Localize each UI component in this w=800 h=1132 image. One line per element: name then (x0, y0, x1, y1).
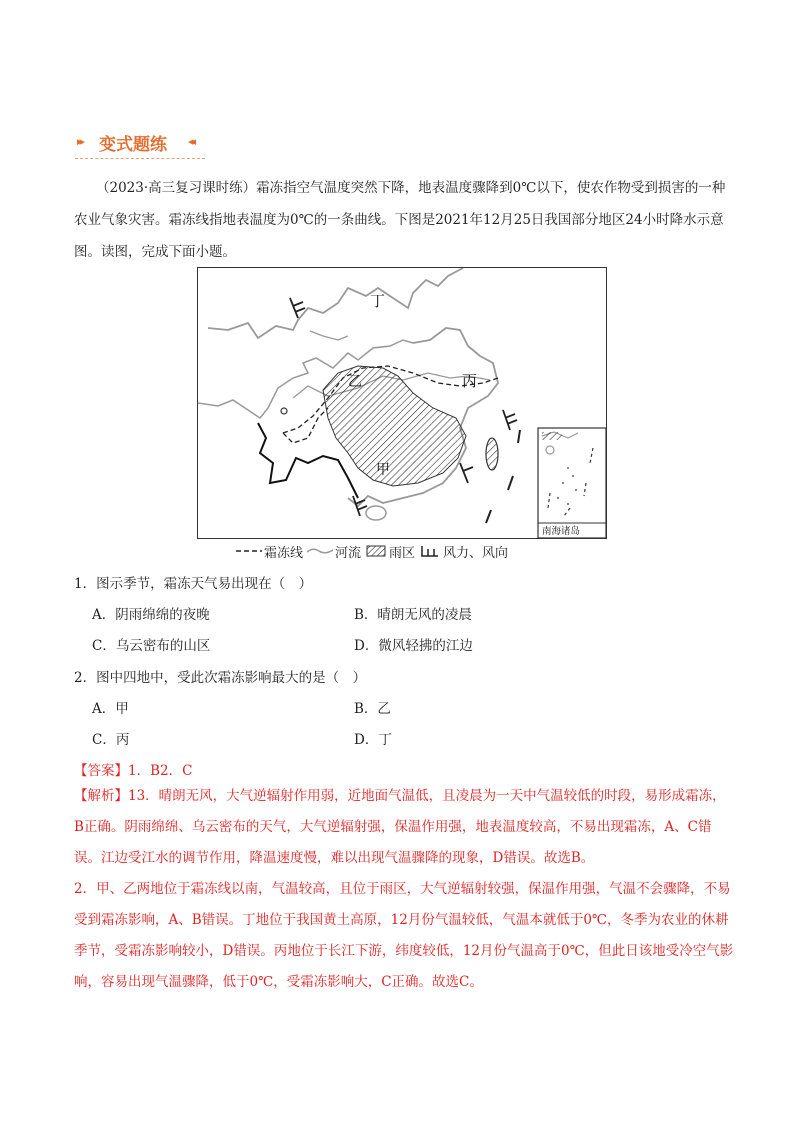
legend-wind (419, 542, 508, 561)
rain-area-icon (365, 545, 387, 557)
legend-frost-line-label: 霜冻线 (264, 545, 304, 561)
label-jia: 甲 (376, 462, 390, 478)
taiwan-island (486, 438, 498, 470)
legend-rain (365, 542, 415, 561)
analysis-part-2: 2．甲、乙两地位于霜冻线以南，气温较高，且位于雨区，大气逆辐射较强，保温作用强，气温不会骤降，不易受到霜冻影响，A、B错误。丁地位于我国黄土高原，12月份气温较低，气温本就低于0℃，冬季为农业的休耕季节，受霜冻影响较小，D错误。丙地位于长江下游，纬度较低，12月份气温高于0℃，但此日该地受冷空气影响，容易出现气温骤降，低于0℃，受霜冻影响大，C正确。故选C。 (74, 881, 734, 990)
legend-river-label: 河流 (335, 545, 362, 561)
river-branch (310, 331, 348, 340)
right-marker-icon: ◂◂ (188, 135, 194, 148)
analysis-tag: 【解析】 (74, 788, 128, 804)
wind-symbol-east-2 (460, 463, 473, 483)
q1-option-c: C．乌云密布的山区 (92, 638, 211, 654)
legend-wind-label: 风力、风向 (443, 545, 509, 561)
inset-label: 南海诸岛 (542, 526, 581, 537)
map-legend (236, 542, 512, 560)
south-china-sea-inset (538, 428, 606, 538)
city-marker (281, 408, 287, 414)
wind-symbol-east-1 (503, 410, 517, 430)
hainan-island (366, 506, 386, 520)
q1-option-b: B．晴朗无风的凌晨 (354, 607, 472, 623)
wind-barb-icon (419, 544, 441, 558)
precipitation-map (197, 267, 607, 539)
question-1-stem: 1．图示季节，霜冻天气易出现在（ ） (74, 576, 313, 592)
analysis-text-1: 13．晴朗无风，大气逆辐射作用弱，近地面气温低，且凌晨为一天中气温较低的时段，易形成霜冻，B正确。阴雨绵绵、乌云密布的天气，大气逆辐射强，保温作用强，地表温度较高，不易出现霜冻，A、C错误。江边受江水的调节作用，降温速度慢，难以出现气温骤降的现象，D错误。故选B。 (74, 788, 726, 866)
legend-river (307, 542, 361, 561)
label-bing: 丙 (462, 372, 478, 390)
q2-option-d: D．丁 (354, 732, 392, 748)
river-icon (307, 546, 333, 556)
intro-paragraph: （2023·高三复习课时练）霜冻指空气温度突然下降，地表温度骤降到0℃以下，使农作物受到损害的一种农业气象灾害。霜冻线指地表温度为0℃的一条曲线。下图是2021年12月25日我国部分地区24小时降水示意图。读图，完成下面小题。 (74, 180, 726, 260)
left-marker-icon: ▸▸ (77, 135, 83, 148)
q2-option-b: B．乙 (354, 701, 391, 717)
answer-line (74, 759, 192, 779)
q2-option-c: C．丙 (92, 732, 130, 748)
rain-area (323, 366, 466, 486)
section-title: 变式题练 (99, 135, 167, 155)
answer-text: 1．B2．C (128, 763, 193, 779)
frost-line-icon (236, 546, 262, 556)
question-2-stem: 2．图中四地中，受此次霜冻影响最大的是（ ） (74, 670, 367, 686)
legend-rain-label: 雨区 (389, 545, 416, 561)
analysis-part-1 (74, 781, 734, 874)
answer-tag: 【答案】 (74, 763, 128, 779)
wind-mark-3 (486, 510, 491, 523)
q1-option-a: A．阴雨绵绵的夜晚 (92, 607, 210, 623)
west-border (198, 400, 268, 418)
q2-option-a: A．甲 (92, 701, 129, 717)
section-heading (75, 128, 205, 159)
label-yi: 乙 (348, 374, 362, 390)
frost-line-2 (283, 408, 328, 443)
q1-option-d: D．微风轻拂的江边 (354, 638, 473, 654)
legend-frost-line (236, 542, 303, 561)
map-graphic (198, 268, 606, 538)
wind-mark-2 (508, 476, 513, 490)
wind-mark-1 (518, 430, 520, 443)
label-ding: 丁 (370, 292, 386, 310)
